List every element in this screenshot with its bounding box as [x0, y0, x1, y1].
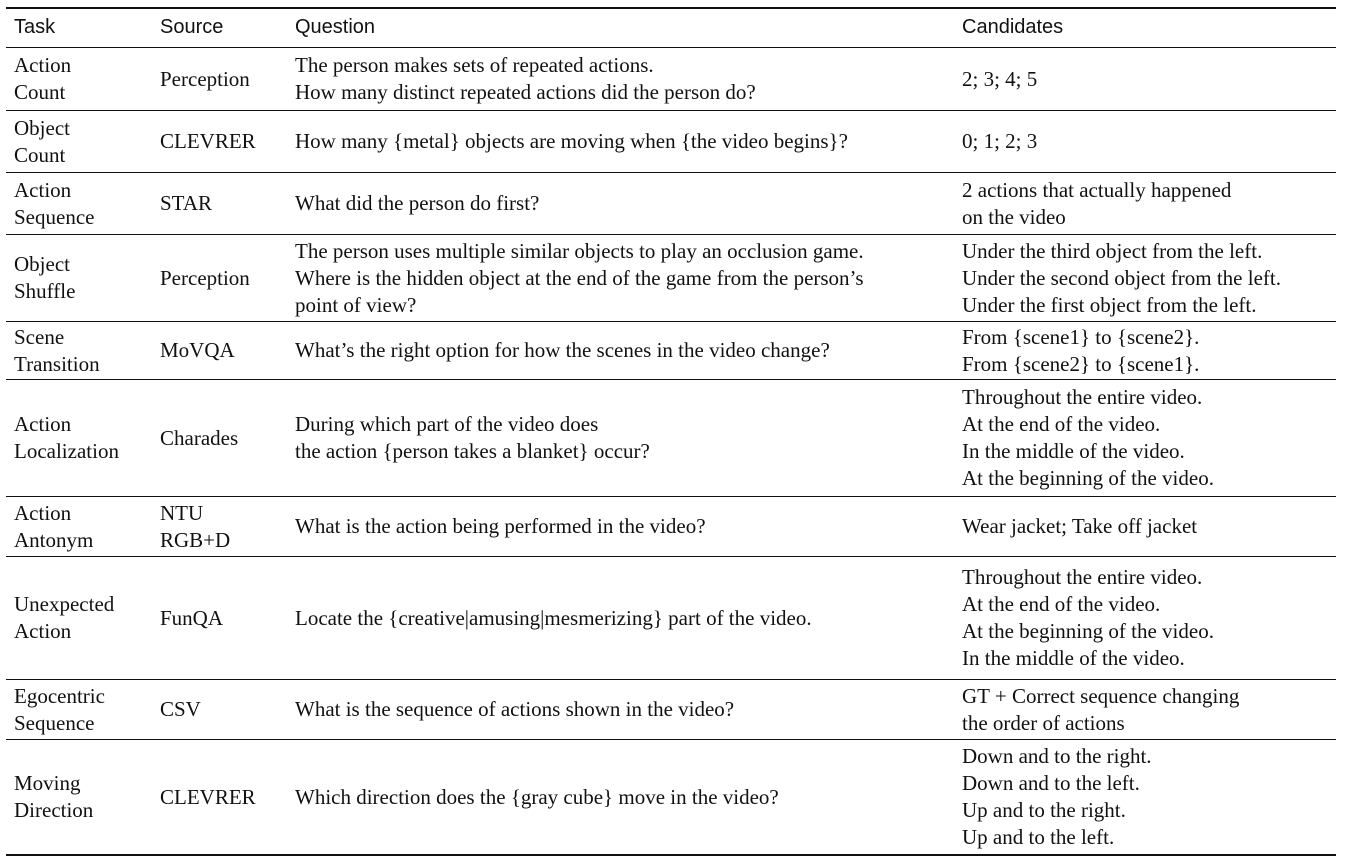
cell-source: CSV — [160, 697, 201, 721]
table-row — [6, 111, 1336, 173]
table-row — [6, 48, 1336, 111]
header-source: Source — [160, 16, 224, 38]
table-row — [6, 680, 1336, 740]
table-row — [6, 380, 1336, 497]
cell-question: What did the person do first? — [295, 191, 540, 215]
table-row — [6, 173, 1336, 235]
cell-question: What is the sequence of actions shown in the video? — [295, 697, 735, 721]
cell-question: Locate the {creative|amusing|mesmerizing} part of the video. — [295, 605, 812, 630]
cell-task: Egocentric Sequence — [14, 683, 105, 735]
header-task: Task — [14, 16, 56, 38]
cell-source: CLEVRER — [160, 129, 256, 153]
cell-question: What’s the right option for how the scenes in the video change? — [295, 338, 830, 362]
cell-task: Unexpected Action — [14, 592, 115, 643]
cell-task: Moving Direction — [14, 771, 94, 822]
table-row — [6, 497, 1336, 557]
cell-candidates: Wear jacket; Take off jacket — [962, 514, 1198, 538]
cell-question: How many {metal} objects are moving when {the video begins}? — [295, 129, 848, 153]
cell-source: Charades — [160, 425, 239, 450]
cell-candidates: Down and to the right. Down and to the left. Up and to the right. Up and to the left. — [962, 744, 1152, 849]
cell-question: What is the action being performed in the video? — [295, 514, 706, 538]
cell-task: Action Count — [14, 53, 72, 104]
cell-candidates: Throughout the entire video. At the end of the video. In the middle of the video. At the beginning of the video. — [962, 385, 1214, 490]
cell-candidates: GT + Correct sequence changing the order of actions — [962, 683, 1240, 735]
cell-task: Action Localization — [14, 412, 119, 463]
cell-source: Perception — [160, 66, 250, 91]
cell-task: Scene Transition — [14, 324, 100, 376]
cell-candidates: Throughout the entire video. At the end of the video. At the beginning of the video. In the middle of the video. — [962, 565, 1214, 670]
cell-candidates: Under the third object from the left. Under the second object from the left. Under the first object from the left. — [962, 238, 1281, 317]
cell-source: FunQA — [160, 605, 224, 630]
cell-question: The person makes sets of repeated actions. How many distinct repeated actions did the person do? — [295, 53, 756, 104]
cell-candidates: 2 actions that actually happened on the video — [962, 177, 1232, 229]
table-row — [6, 322, 1336, 380]
cell-source: CLEVRER — [160, 784, 256, 809]
cell-task: Object Shuffle — [14, 252, 76, 303]
table-row — [6, 557, 1336, 680]
header-question: Question — [295, 16, 376, 38]
cell-source: Perception — [160, 265, 250, 290]
benchmark-task-table — [6, 7, 1336, 856]
cell-question: The person uses multiple similar objects to play an occlusion game. Where is the hidden object at the end of the game from the person’s point of view? — [295, 238, 864, 317]
cell-source: STAR — [160, 191, 212, 215]
cell-question: Which direction does the {gray cube} move in the video? — [295, 784, 779, 809]
cell-source: NTU RGB+D — [160, 500, 231, 552]
table-row — [6, 740, 1336, 856]
cell-candidates: From {scene1} to {scene2}. From {scene2} to {scene1}. — [962, 324, 1200, 376]
table-row — [6, 235, 1336, 322]
cell-task: Object Count — [14, 115, 70, 167]
header-candidates: Candidates — [962, 16, 1064, 38]
cell-source: MoVQA — [160, 338, 235, 362]
cell-task: Action Antonym — [14, 500, 94, 552]
cell-task: Action Sequence — [14, 177, 95, 229]
cell-question: During which part of the video does the action {person takes a blanket} occur? — [295, 412, 650, 463]
table-header-row — [6, 8, 1336, 48]
cell-candidates: 0; 1; 2; 3 — [962, 129, 1038, 153]
cell-candidates: 2; 3; 4; 5 — [962, 66, 1038, 91]
